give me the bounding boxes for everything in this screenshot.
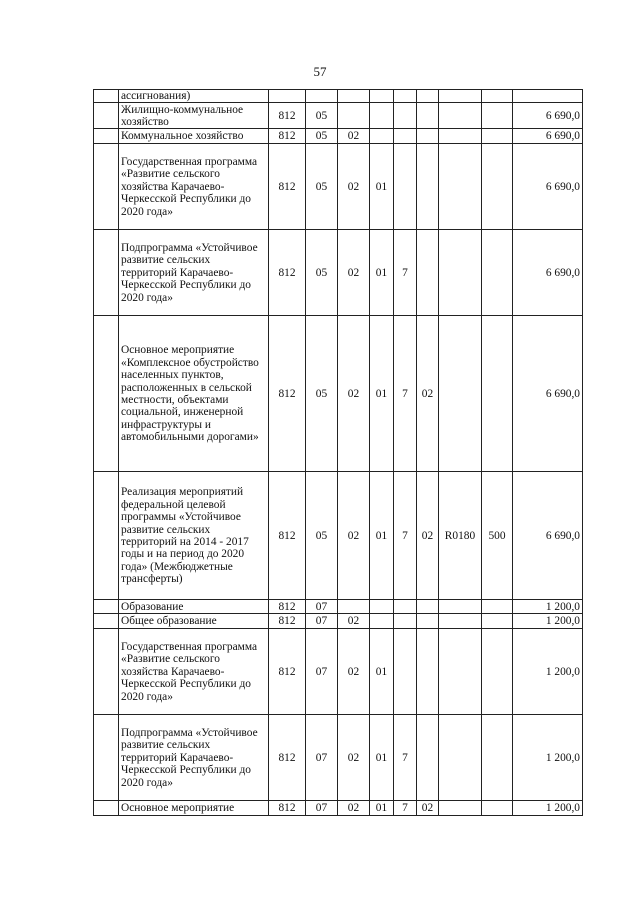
article-code-cell (439, 316, 482, 472)
gr-code-cell: 812 (269, 600, 306, 614)
subsection-code-cell: 02 (338, 144, 370, 230)
event-code-cell (417, 629, 439, 715)
section-code-cell: 05 (306, 316, 338, 472)
row-name-cell: Основное мероприятие «Комплексное обустройство населенных пунктов, расположенных в сельской местности, объектами социальной, инженерной инфраструктуры и автомобильными дорогами» (119, 316, 269, 472)
section-code-cell: 07 (306, 614, 338, 629)
article-code-cell (439, 614, 482, 629)
gr-code-cell (269, 90, 306, 103)
gr-code-cell: 812 (269, 316, 306, 472)
row-name-cell: Общее образование (119, 614, 269, 629)
expense-type-code-cell (482, 144, 513, 230)
program-code-cell (370, 129, 394, 144)
section-code-cell: 05 (306, 103, 338, 129)
subprogram-code-cell (394, 129, 417, 144)
gr-code-cell: 812 (269, 103, 306, 129)
row-index-cell (94, 129, 119, 144)
subsection-code-cell: 02 (338, 316, 370, 472)
gr-code-cell: 812 (269, 614, 306, 629)
program-code-cell: 01 (370, 316, 394, 472)
program-code-cell (370, 90, 394, 103)
expense-type-code-cell (482, 230, 513, 316)
gr-code-cell: 812 (269, 801, 306, 816)
expense-type-code-cell (482, 614, 513, 629)
amount-cell: 6 690,0 (513, 129, 583, 144)
gr-code-cell: 812 (269, 472, 306, 600)
event-code-cell (417, 230, 439, 316)
amount-cell: 1 200,0 (513, 715, 583, 801)
row-name-cell: Реализация мероприятий федеральной целевой программы «Устойчивое развитие сельских территорий на 2014 - 2017 годы и на период до 2020 года» (Межбюджетные трансферты) (119, 472, 269, 600)
subsection-code-cell: 02 (338, 230, 370, 316)
article-code-cell (439, 801, 482, 816)
section-code-cell: 05 (306, 230, 338, 316)
subprogram-code-cell (394, 144, 417, 230)
table-row (94, 472, 583, 600)
program-code-cell: 01 (370, 801, 394, 816)
table-row (94, 715, 583, 801)
event-code-cell (417, 614, 439, 629)
subsection-code-cell: 02 (338, 614, 370, 629)
subprogram-code-cell: 7 (394, 715, 417, 801)
expense-type-code-cell (482, 103, 513, 129)
section-code-cell: 05 (306, 472, 338, 600)
amount-cell: 1 200,0 (513, 600, 583, 614)
amount-cell: 6 690,0 (513, 103, 583, 129)
expense-type-code-cell (482, 715, 513, 801)
program-code-cell: 01 (370, 472, 394, 600)
section-code-cell: 07 (306, 600, 338, 614)
expense-type-code-cell (482, 600, 513, 614)
row-index-cell (94, 316, 119, 472)
event-code-cell (417, 715, 439, 801)
event-code-cell (417, 103, 439, 129)
article-code-cell (439, 90, 482, 103)
program-code-cell (370, 103, 394, 129)
gr-code-cell: 812 (269, 129, 306, 144)
expense-type-code-cell (482, 801, 513, 816)
event-code-cell: 02 (417, 316, 439, 472)
program-code-cell (370, 614, 394, 629)
subprogram-code-cell: 7 (394, 472, 417, 600)
subprogram-code-cell (394, 90, 417, 103)
amount-cell: 6 690,0 (513, 316, 583, 472)
subprogram-code-cell: 7 (394, 801, 417, 816)
row-index-cell (94, 629, 119, 715)
article-code-cell (439, 230, 482, 316)
gr-code-cell: 812 (269, 715, 306, 801)
section-code-cell: 05 (306, 129, 338, 144)
program-code-cell: 01 (370, 629, 394, 715)
program-code-cell: 01 (370, 144, 394, 230)
amount-cell: 6 690,0 (513, 144, 583, 230)
budget-table (93, 89, 583, 816)
table-row (94, 90, 583, 103)
table-row (94, 614, 583, 629)
section-code-cell: 07 (306, 801, 338, 816)
program-code-cell: 01 (370, 715, 394, 801)
expense-type-code-cell (482, 90, 513, 103)
article-code-cell (439, 600, 482, 614)
subsection-code-cell: 02 (338, 129, 370, 144)
program-code-cell (370, 600, 394, 614)
subsection-code-cell (338, 600, 370, 614)
table-row (94, 103, 583, 129)
event-code-cell: 02 (417, 801, 439, 816)
row-index-cell (94, 715, 119, 801)
subprogram-code-cell: 7 (394, 230, 417, 316)
row-index-cell (94, 103, 119, 129)
row-index-cell (94, 614, 119, 629)
expense-type-code-cell (482, 129, 513, 144)
expense-type-code-cell (482, 629, 513, 715)
subsection-code-cell: 02 (338, 472, 370, 600)
table-row (94, 629, 583, 715)
amount-cell: 1 200,0 (513, 801, 583, 816)
amount-cell: 1 200,0 (513, 614, 583, 629)
subprogram-code-cell (394, 600, 417, 614)
gr-code-cell: 812 (269, 629, 306, 715)
table-row (94, 316, 583, 472)
amount-cell: 6 690,0 (513, 230, 583, 316)
row-name-cell: Основное мероприятие (119, 801, 269, 816)
row-name-cell: ассигнования) (119, 90, 269, 103)
event-code-cell: 02 (417, 472, 439, 600)
row-name-cell: Коммунальное хозяйство (119, 129, 269, 144)
event-code-cell (417, 600, 439, 614)
article-code-cell (439, 129, 482, 144)
gr-code-cell: 812 (269, 230, 306, 316)
amount-cell (513, 90, 583, 103)
amount-cell: 1 200,0 (513, 629, 583, 715)
section-code-cell (306, 90, 338, 103)
page-number: 57 (313, 64, 327, 79)
row-name-cell: Образование (119, 600, 269, 614)
section-code-cell: 07 (306, 629, 338, 715)
article-code-cell (439, 103, 482, 129)
section-code-cell: 07 (306, 715, 338, 801)
event-code-cell (417, 129, 439, 144)
article-code-cell (439, 715, 482, 801)
event-code-cell (417, 144, 439, 230)
row-index-cell (94, 90, 119, 103)
row-index-cell (94, 144, 119, 230)
table-row (94, 230, 583, 316)
subsection-code-cell (338, 103, 370, 129)
row-index-cell (94, 801, 119, 816)
expense-type-code-cell (482, 316, 513, 472)
article-code-cell (439, 629, 482, 715)
table-row (94, 600, 583, 614)
row-name-cell: Жилищно-коммунальное хозяйство (119, 103, 269, 129)
row-name-cell: Государственная программа «Развитие сельского хозяйства Карачаево-Черкесской Республики до 2020 года» (119, 144, 269, 230)
section-code-cell: 05 (306, 144, 338, 230)
article-code-cell (439, 144, 482, 230)
subprogram-code-cell (394, 614, 417, 629)
subsection-code-cell: 02 (338, 629, 370, 715)
table-row (94, 801, 583, 816)
row-index-cell (94, 600, 119, 614)
table-row (94, 144, 583, 230)
subprogram-code-cell: 7 (394, 316, 417, 472)
row-name-cell: Государственная программа «Развитие сельского хозяйства Карачаево-Черкесской Республики до 2020 года» (119, 629, 269, 715)
article-code-cell: R0180 (439, 472, 482, 600)
row-name-cell: Подпрограмма «Устойчивое развитие сельских территорий Карачаево-Черкесской Республики до 2020 года» (119, 230, 269, 316)
subsection-code-cell: 02 (338, 801, 370, 816)
table-row (94, 129, 583, 144)
event-code-cell (417, 90, 439, 103)
subsection-code-cell (338, 90, 370, 103)
amount-cell: 6 690,0 (513, 472, 583, 600)
row-index-cell (94, 230, 119, 316)
subsection-code-cell: 02 (338, 715, 370, 801)
gr-code-cell: 812 (269, 144, 306, 230)
subprogram-code-cell (394, 629, 417, 715)
expense-type-code-cell: 500 (482, 472, 513, 600)
program-code-cell: 01 (370, 230, 394, 316)
row-name-cell: Подпрограмма «Устойчивое развитие сельских территорий Карачаево-Черкесской Республики до 2020 года» (119, 715, 269, 801)
subprogram-code-cell (394, 103, 417, 129)
row-index-cell (94, 472, 119, 600)
